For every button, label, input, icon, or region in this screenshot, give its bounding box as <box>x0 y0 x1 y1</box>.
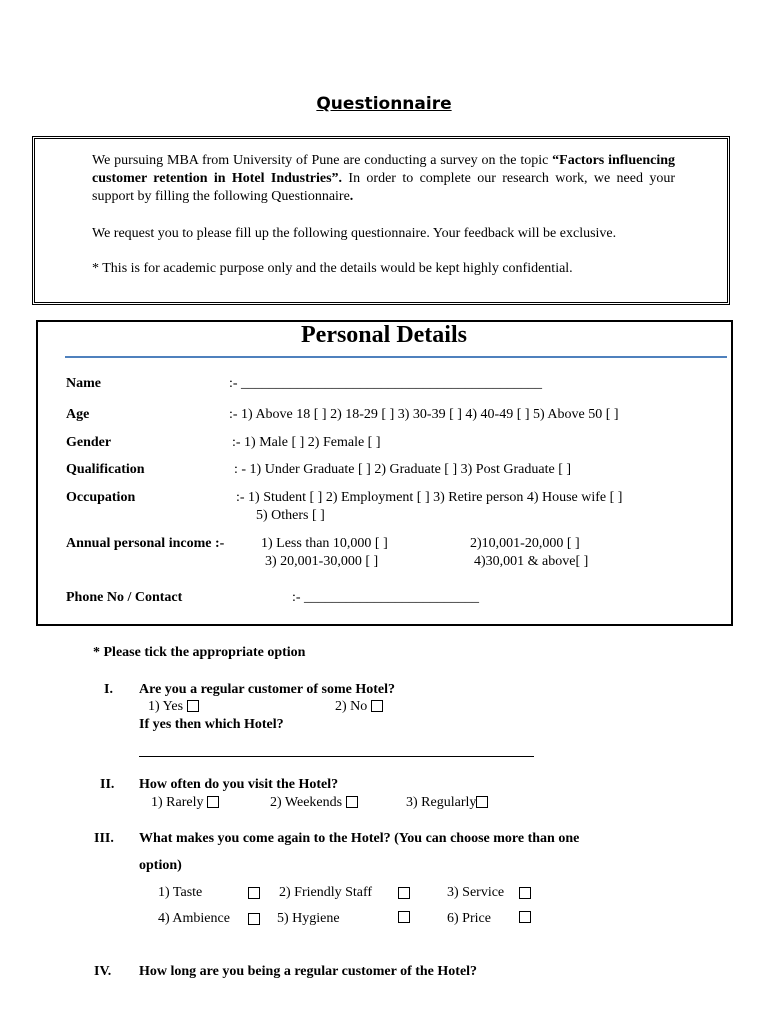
gender-label: Gender <box>66 435 112 450</box>
question-3-text-line-1: What makes you come again to the Hotel? (You can choose more than one <box>139 831 580 846</box>
q2-rarely-checkbox[interactable] <box>207 796 219 808</box>
intro-paragraph-1 <box>92 152 675 206</box>
q3-staff-checkbox[interactable] <box>398 887 410 899</box>
question-1-number: I. <box>104 682 113 697</box>
question-1-text: Are you a regular customer of some Hotel? <box>139 682 395 697</box>
qualification-label: Qualification <box>66 462 145 477</box>
question-2-text: How often do you visit the Hotel? <box>139 777 339 792</box>
qualification-options[interactable]: : - 1) Under Graduate [ ] 2) Graduate [ ] 3) Post Graduate [ ] <box>234 462 572 477</box>
question-2-number: II. <box>100 777 115 792</box>
q2-option-rarely[interactable] <box>151 795 219 811</box>
q2-weekends-checkbox[interactable] <box>346 796 358 808</box>
income-option-3[interactable]: 3) 20,001-30,000 [ ] <box>265 554 379 569</box>
q3-ambience-checkbox[interactable] <box>248 913 260 925</box>
question-1-followup: If yes then which Hotel? <box>139 717 284 732</box>
question-3-number: III. <box>94 831 114 846</box>
q2-regularly-checkbox[interactable] <box>476 796 488 808</box>
q3-option-taste-label: 1) Taste <box>158 885 203 900</box>
instruction-text: * Please tick the appropriate option <box>93 645 306 660</box>
income-option-1[interactable]: 1) Less than 10,000 [ ] <box>261 536 388 551</box>
q2-option-weekends-label: 2) Weekends <box>270 795 343 810</box>
personal-details-title: Personal Details <box>301 322 467 348</box>
intro-paragraph-2: We request you to please fill up the following questionnaire. Your feedback will be exclusive. <box>92 226 617 241</box>
q2-option-rarely-label: 1) Rarely <box>151 795 204 810</box>
gender-options[interactable]: :- 1) Male [ ] 2) Female [ ] <box>232 435 381 450</box>
q2-option-regularly[interactable] <box>406 795 488 811</box>
q1-option-yes[interactable] <box>148 699 199 715</box>
income-option-4[interactable]: 4)30,001 & above[ ] <box>474 554 589 569</box>
intro-text-mid: In order to complete our research work, we need your support by filling the following Questionnaire <box>92 171 675 204</box>
q3-hygiene-checkbox[interactable] <box>398 911 410 923</box>
confidentiality-note: * This is for academic purpose only and the details would be kept highly confidential. <box>92 261 573 276</box>
title-divider <box>65 356 727 358</box>
q3-service-checkbox[interactable] <box>519 887 531 899</box>
survey-topic: “Factors influencing customer retention in Hotel Industries”. <box>92 153 675 186</box>
age-label: Age <box>66 407 90 422</box>
occupation-options-line-2[interactable]: 5) Others [ ] <box>256 508 325 523</box>
intro-text-start: We pursuing MBA from University of Pune are conducting a survey on the topic <box>92 153 553 168</box>
q1-yes-checkbox[interactable] <box>187 700 199 712</box>
question-3-text-line-2: option) <box>139 858 182 873</box>
q3-option-service-label: 3) Service <box>447 885 505 900</box>
age-options[interactable]: :- 1) Above 18 [ ] 2) 18-29 [ ] 3) 30-39 [ ] 4) 40-49 [ ] 5) Above 50 [ ] <box>229 407 619 422</box>
q1-option-yes-label: 1) Yes <box>148 699 184 714</box>
q3-taste-checkbox[interactable] <box>248 887 260 899</box>
income-option-2[interactable]: 2)10,001-20,000 [ ] <box>470 536 580 551</box>
q3-option-ambience-label: 4) Ambience <box>158 911 230 926</box>
hotel-name-answer-line[interactable] <box>139 756 534 757</box>
q3-price-checkbox[interactable] <box>519 911 531 923</box>
phone-label: Phone No / Contact <box>66 590 183 605</box>
occupation-options-line-1[interactable]: :- 1) Student [ ] 2) Employment [ ] 3) Retire person 4) House wife [ ] <box>236 490 623 505</box>
intro-text-end: . <box>349 189 354 204</box>
occupation-label: Occupation <box>66 490 136 505</box>
income-label: Annual personal income :- <box>66 536 225 551</box>
q2-option-regularly-label: 3) Regularly <box>406 795 477 810</box>
q2-option-weekends[interactable] <box>270 795 358 811</box>
name-field[interactable]: :- ___________________________________________ <box>229 376 543 391</box>
q1-option-no-label: 2) No <box>335 699 368 714</box>
question-4-text: How long are you being a regular customer of the Hotel? <box>139 964 478 979</box>
question-4-number: IV. <box>94 964 112 979</box>
name-label: Name <box>66 376 101 391</box>
q3-option-hygiene-label: 5) Hygiene <box>277 911 340 926</box>
q1-option-no[interactable] <box>335 699 383 715</box>
phone-field[interactable]: :- _________________________ <box>292 590 480 605</box>
q3-option-price-label: 6) Price <box>447 911 491 926</box>
q3-option-staff-label: 2) Friendly Staff <box>279 885 373 900</box>
q1-no-checkbox[interactable] <box>371 700 383 712</box>
page-title: Questionnaire <box>316 94 452 114</box>
